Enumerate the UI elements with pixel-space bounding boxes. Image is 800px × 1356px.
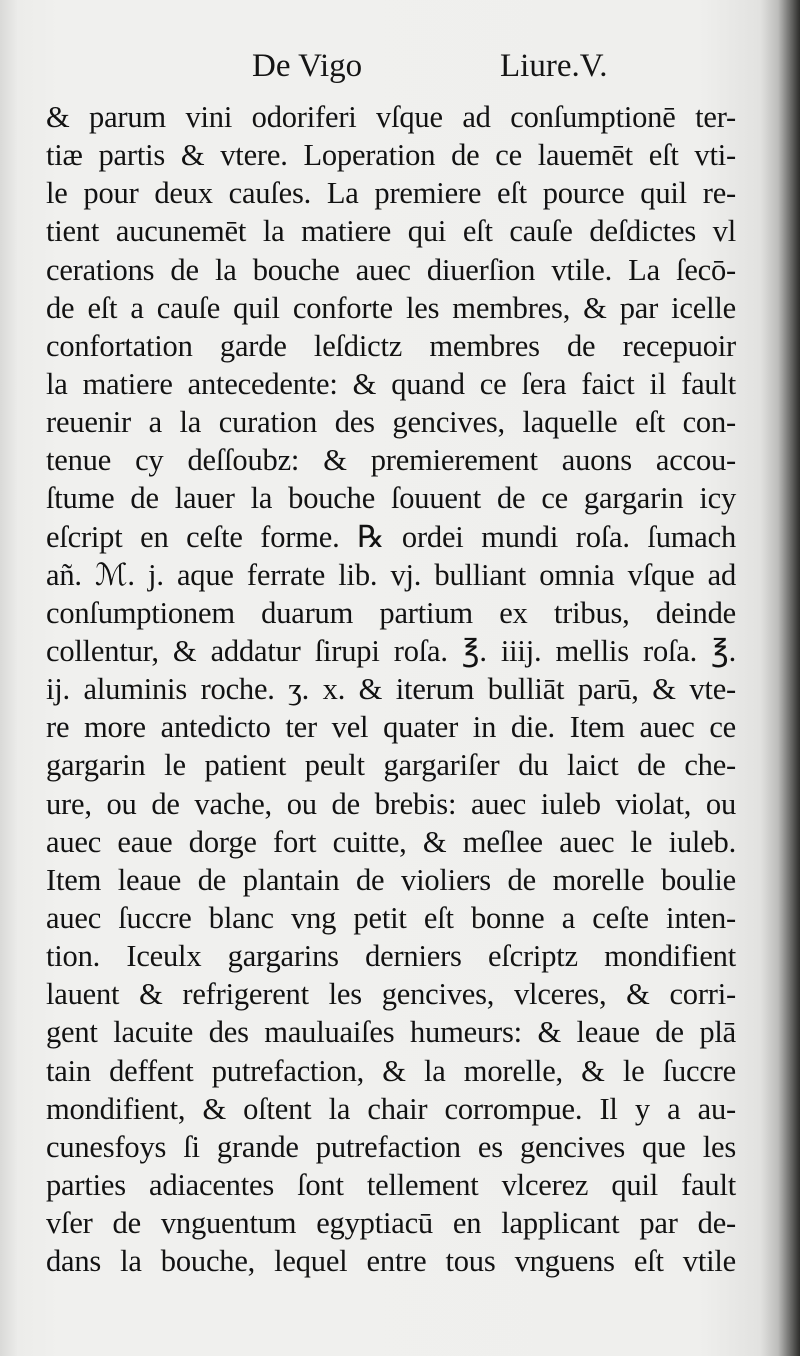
text-line: eſcript en ceſte forme. ℞ ordei mundi roſa. ſumach: [46, 519, 736, 554]
text-line: de eſt a cauſe quil conforte les membres, & par icelle: [46, 290, 736, 325]
text-line: gargarin le patient peult gargariſer du laict de che-: [46, 748, 736, 783]
text-line: tient aucunemēt la matiere qui eſt cauſe deſdictes vl: [46, 214, 736, 249]
text-line: lauent & refrigerent les gencives, vlceres, & corri-: [46, 977, 736, 1012]
text-line: tain deffent putrefaction, & la morelle, & le ſuccre: [46, 1053, 736, 1088]
text-line: parties adiacentes ſont tellement vlcerez quil fault: [46, 1167, 736, 1202]
page-body-text: [46, 98, 736, 1280]
text-line: le pour deux cauſes. La premiere eſt pource quil re-: [46, 176, 736, 211]
text-line: cunesfoys ſi grande putrefaction es gencives que les: [46, 1129, 736, 1164]
text-line: tenue cy deſſoubz: & premierement auons accou-: [46, 443, 736, 478]
text-line: Item leaue de plantain de violiers de morelle boulie: [46, 862, 736, 897]
text-line: ure, ou de vache, ou de brebis: auec iuleb violat, ou: [46, 786, 736, 821]
text-line: tion. Iceulx gargarins derniers eſcriptz mondifient: [46, 939, 736, 974]
text-line: cerations de la bouche auec diuerſion vtile. La ſecō-: [46, 252, 736, 287]
text-line: auec eaue dorge fort cuitte, & meſlee auec le iuleb.: [46, 824, 736, 859]
text-line: añ. ℳ. j. aque ferrate lib. vj. bulliant omnia vſque ad: [46, 557, 736, 592]
text-line: ij. aluminis roche. ʒ. x. & iterum bulliāt parū, & vte-: [46, 672, 736, 707]
text-line: reuenir a la curation des gencives, laquelle eſt con-: [46, 405, 736, 440]
text-line: tiæ partis & vtere. Loperation de ce lauemēt eſt vti-: [46, 138, 736, 173]
text-line: dans la bouche, lequel entre tous vnguens eſt vtile: [46, 1244, 736, 1279]
text-line: & parum vini odoriferi vſque ad conſumptionē ter-: [46, 100, 736, 134]
text-line: gent lacuite des mauluaiſes humeurs: & leaue de plā: [46, 1015, 736, 1050]
text-line: ſtume de lauer la bouche ſouuent de ce gargarin icy: [46, 481, 736, 516]
header-book-number: Liure.V.: [500, 48, 608, 84]
text-line: conſumptionem duarum partium ex tribus, deinde: [46, 595, 736, 630]
text-line: la matiere antecedente: & quand ce ſera faict il fault: [46, 366, 736, 401]
text-line: mondifient, & oſtent la chair corrompue. Il y a au-: [46, 1091, 736, 1126]
header-author: De Vigo: [252, 48, 363, 84]
running-header: [252, 48, 632, 92]
text-line: vſer de vnguentum egyptiacū en lapplicant par de-: [46, 1206, 736, 1241]
text-line: collentur, & addatur ſirupi roſa. ℥. iiij. mellis roſa. ℥.: [46, 633, 736, 668]
text-line: auec ſuccre blanc vng petit eſt bonne a ceſte inten-: [46, 900, 736, 935]
text-line: confortation garde leſdictz membres de recepuoir: [46, 328, 736, 363]
text-line: re more antedicto ter vel quater in die. Item auec ce: [46, 710, 736, 745]
